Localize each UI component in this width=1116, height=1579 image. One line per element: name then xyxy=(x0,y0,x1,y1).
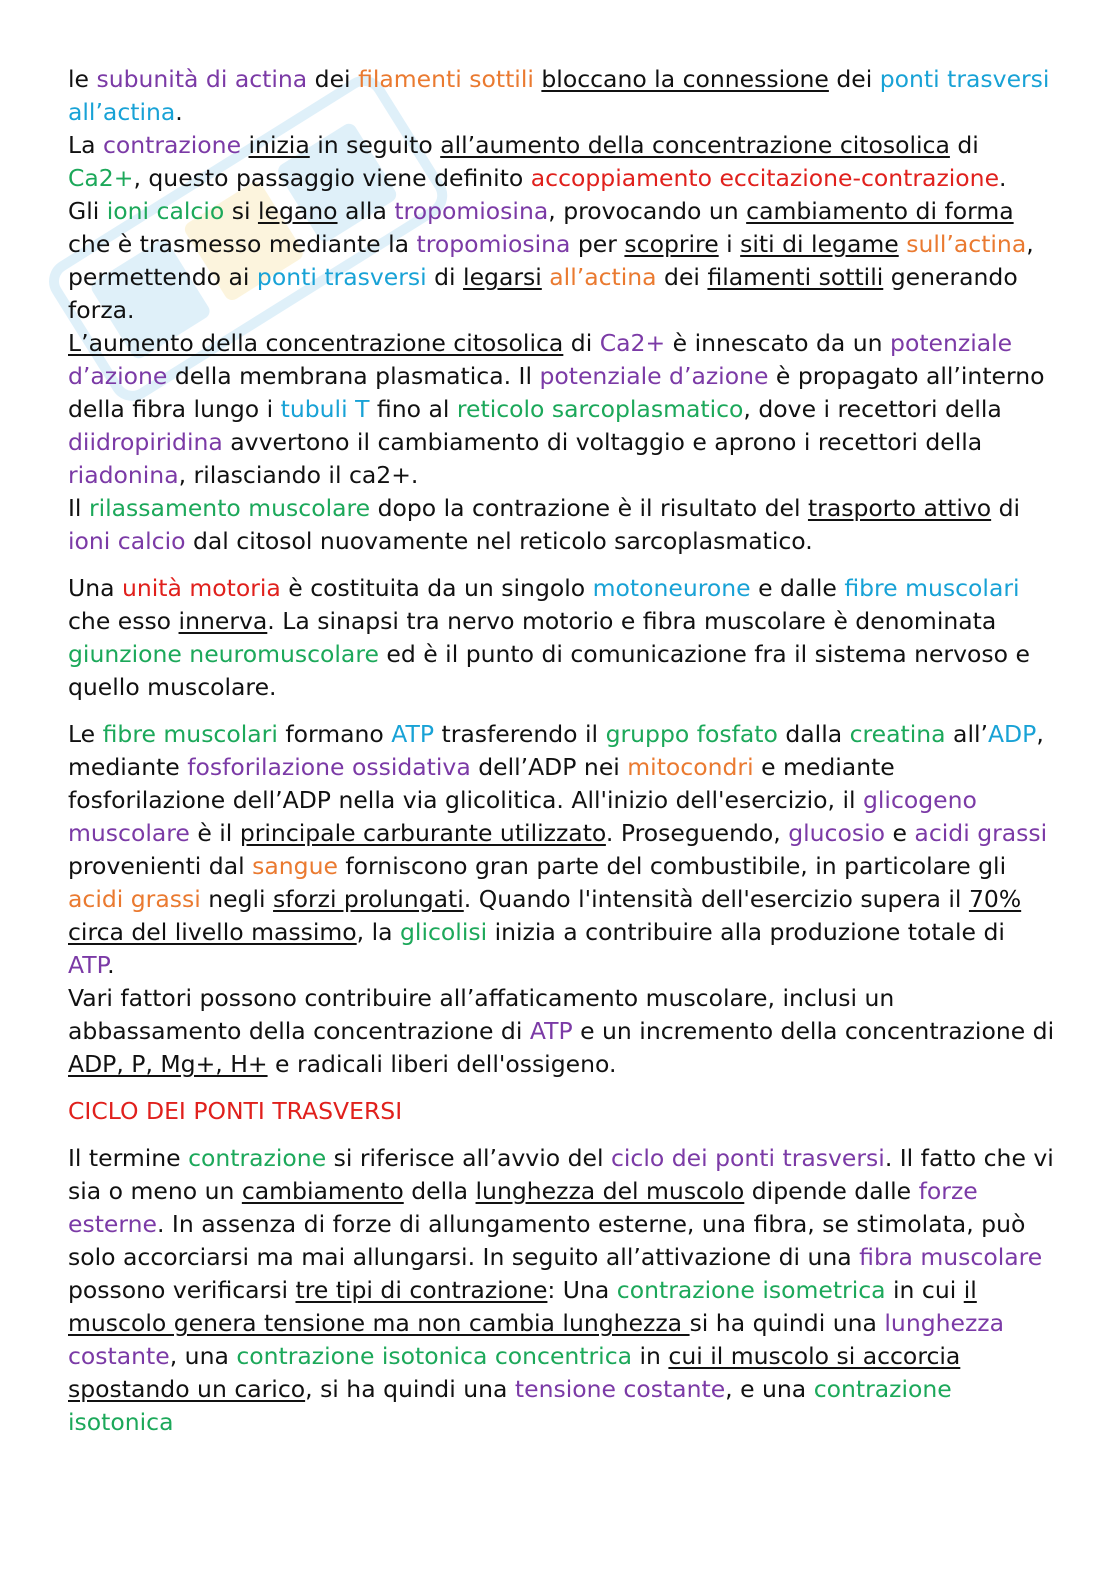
underlined-text: scoprire xyxy=(624,230,719,258)
underlined-text: legano xyxy=(257,197,338,225)
highlighted-term: Ca2+ xyxy=(599,329,666,357)
text-run: di xyxy=(991,494,1021,522)
paragraph-cross-bridge-cycle xyxy=(68,1142,1058,1439)
text-run: in cui xyxy=(885,1276,964,1304)
underlined-text: principale carburante utilizzato xyxy=(239,819,606,847)
paragraph-relaxation xyxy=(68,492,1058,558)
document-body xyxy=(68,63,1058,1081)
text-run: che esso xyxy=(68,607,179,635)
highlighted-term: contrazione isotonica concentrica xyxy=(236,1342,633,1370)
highlighted-term: creatina xyxy=(849,720,946,748)
text-run: Il termine xyxy=(68,1144,189,1172)
text-run: che è trasmesso mediante la xyxy=(68,230,417,258)
text-run: è il xyxy=(189,819,240,847)
text-run: , la xyxy=(356,918,401,946)
paragraph-action-potential xyxy=(68,327,1058,492)
highlighted-term: fibre muscolari xyxy=(844,574,1020,602)
text-run: e un incremento della concentrazione di xyxy=(572,1017,1055,1045)
highlighted-term: sull’actina xyxy=(906,230,1027,258)
text-run: dell’ADP nei xyxy=(470,753,628,781)
underlined-text: cambiamento xyxy=(241,1177,404,1205)
section-title: CICLO DEI PONTI TRASVERSI xyxy=(68,1097,403,1125)
text-run: di xyxy=(949,131,979,159)
highlighted-term: fosforilazione ossidativa xyxy=(187,753,471,781)
highlighted-term: acidi grassi xyxy=(68,885,201,913)
text-run: , permettendo ai xyxy=(68,230,1034,291)
text-run: e xyxy=(885,819,915,847)
text-run: formano xyxy=(277,720,392,748)
underlined-text: ADP, P, Mg+, H+ xyxy=(68,1050,268,1078)
highlighted-term: sangue xyxy=(252,852,338,880)
highlighted-term: potenziale d’azione xyxy=(68,329,1013,390)
text-run: . xyxy=(107,951,115,979)
text-run: della xyxy=(403,1177,476,1205)
section-body xyxy=(68,1142,1058,1439)
highlighted-term: diidropiridina xyxy=(68,428,223,456)
text-run: i xyxy=(718,230,741,258)
underlined-text: siti di legame xyxy=(740,230,899,258)
underlined-text: all’aumento della concentrazione citosolica xyxy=(440,131,950,159)
text-run: della membrana plasmatica. Il xyxy=(167,362,540,390)
highlighted-term: contrazione xyxy=(102,131,242,159)
text-run: Una xyxy=(68,574,122,602)
highlighted-term: potenziale d’azione xyxy=(539,362,769,390)
text-run: inizia a contribuire alla produzione totale di xyxy=(487,918,1005,946)
highlighted-term: contrazione isometrica xyxy=(616,1276,886,1304)
text-run: , e una xyxy=(725,1375,814,1403)
text-run: dei xyxy=(656,263,708,291)
text-run: Il xyxy=(68,494,89,522)
text-run: di xyxy=(563,329,600,357)
underlined-text: lunghezza del muscolo xyxy=(475,1177,745,1205)
highlighted-term: contrazione isotonica xyxy=(68,1375,952,1436)
highlighted-term: forze esterne xyxy=(68,1177,978,1238)
text-run: . Quando l'intensità dell'esercizio supera il xyxy=(463,885,969,913)
text-run: è costituita da un singolo xyxy=(280,574,593,602)
highlighted-term: fibre muscolari xyxy=(102,720,278,748)
text-run: e mediante fosforilazione dell’ADP nella via glicolitica. All'inizio dell'esercizio, il xyxy=(68,753,895,814)
text-run: dal citosol nuovamente nel reticolo sarcoplasmatico. xyxy=(185,527,813,555)
highlighted-term: glucosio xyxy=(788,819,886,847)
highlighted-term: ADP xyxy=(987,720,1037,748)
text-run: avvertono il cambiamento di voltaggio e aprono i recettori della xyxy=(222,428,983,456)
text-run: : Una xyxy=(547,1276,617,1304)
text-run: per xyxy=(570,230,625,258)
text-run xyxy=(241,131,248,159)
text-run: ed è il punto di comunicazione fra il sistema nervoso e quello muscolare. xyxy=(68,640,1030,701)
text-run: le xyxy=(68,65,97,93)
text-run: di xyxy=(426,263,464,291)
highlighted-term: reticolo sarcoplasmatico xyxy=(456,395,744,423)
highlighted-term: Ca2+ xyxy=(68,164,134,192)
text-run: . xyxy=(175,98,183,126)
highlighted-term: ATP xyxy=(391,720,435,748)
underlined-text: legarsi xyxy=(463,263,542,291)
highlighted-term: ATP xyxy=(529,1017,573,1045)
underlined-text: il muscolo genera tensione ma non cambia lunghezza xyxy=(68,1276,977,1337)
text-run: , si ha quindi una xyxy=(305,1375,515,1403)
highlighted-term: tensione costante xyxy=(514,1375,726,1403)
text-run: si xyxy=(224,197,258,225)
highlighted-term: filamenti sottili xyxy=(358,65,534,93)
highlighted-term: tropomiosina xyxy=(416,230,571,258)
text-run: forniscono gran parte del combustibile, in particolare gli xyxy=(337,852,1007,880)
text-run: , rilasciando il ca2+. xyxy=(178,461,419,489)
underlined-text: inizia xyxy=(248,131,310,159)
text-run: . xyxy=(999,164,1007,192)
highlighted-term: ATP xyxy=(68,951,108,979)
text-run: e radicali liberi dell'ossigeno. xyxy=(267,1050,617,1078)
highlighted-term: lunghezza costante xyxy=(68,1309,1005,1370)
text-run: è innescato da un xyxy=(665,329,891,357)
paragraph-intro xyxy=(68,63,1058,129)
text-run: . Proseguendo, xyxy=(605,819,789,847)
highlighted-term: giunzione neuromuscolare xyxy=(68,640,379,668)
highlighted-term: subunità di actina xyxy=(96,65,308,93)
text-run: Le xyxy=(68,720,103,748)
underlined-text: innerva xyxy=(178,607,268,635)
text-run: , questo passaggio viene definito xyxy=(133,164,531,192)
highlighted-term: mitocondri xyxy=(627,753,754,781)
text-run: generando forza. xyxy=(68,263,1018,324)
highlighted-term: ioni calcio xyxy=(68,527,186,555)
text-run: dipende dalle xyxy=(744,1177,919,1205)
underlined-text: cui il muscolo si accorcia spostando un carico xyxy=(68,1342,961,1403)
text-run: . Il fatto che vi sia o meno un xyxy=(68,1144,1054,1205)
text-run: si riferisce all’avvio del xyxy=(326,1144,611,1172)
highlighted-term: motoneurone xyxy=(592,574,751,602)
text-run: , provocando un xyxy=(548,197,747,225)
text-run: alla xyxy=(337,197,395,225)
text-run: in seguito xyxy=(309,131,441,159)
underlined-text: 70% circa del livello massimo xyxy=(68,885,1022,946)
underlined-text: filamenti sottili xyxy=(707,263,884,291)
highlighted-term: acidi grassi xyxy=(914,819,1048,847)
underlined-text: L’aumento della concentrazione citosolica xyxy=(68,329,564,357)
text-run: negli xyxy=(200,885,274,913)
highlighted-term: ciclo dei ponti trasversi xyxy=(610,1144,885,1172)
text-run: in xyxy=(632,1342,669,1370)
text-run: dalla xyxy=(777,720,850,748)
highlighted-term: ioni calcio xyxy=(106,197,225,225)
highlighted-term: tubuli T xyxy=(280,395,370,423)
highlighted-term: unità motoria xyxy=(121,574,281,602)
text-run: Gli xyxy=(68,197,107,225)
text-run: La xyxy=(68,131,103,159)
highlighted-term: glicolisi xyxy=(400,918,488,946)
text-run: provenienti dal xyxy=(68,852,253,880)
text-run: e dalle xyxy=(750,574,845,602)
text-run: dei xyxy=(307,65,359,93)
document-page xyxy=(68,63,1058,1439)
highlighted-term: riadonina xyxy=(68,461,179,489)
paragraph-contraction-start xyxy=(68,129,1058,195)
text-run: . In assenza di forze di allungamento esterne, una fibra, se stimolata, può solo accorciarsi ma mai allungarsi. In seguito all’attivazione di una xyxy=(68,1210,1026,1271)
text-run: all’ xyxy=(945,720,988,748)
paragraph-motor-unit xyxy=(68,572,1058,704)
text-run: possono verificarsi xyxy=(68,1276,296,1304)
paragraph-fatigue xyxy=(68,982,1058,1081)
paragraph-calcium-binding xyxy=(68,195,1058,327)
highlighted-term: rilassamento muscolare xyxy=(88,494,371,522)
text-run: si ha quindi una xyxy=(689,1309,885,1337)
text-run: , mediante xyxy=(68,720,1044,781)
underlined-text: bloccano la connessione xyxy=(541,65,829,93)
text-run: dopo la contrazione è il risultato del xyxy=(370,494,808,522)
text-run: è propagato all’interno della fibra lungo i xyxy=(68,362,1045,423)
highlighted-term: all’actina xyxy=(549,263,657,291)
text-run: . La sinapsi tra nervo motorio e fibra muscolare è denominata xyxy=(267,607,997,635)
text-run: dei xyxy=(828,65,880,93)
text-run: trasferendo il xyxy=(434,720,606,748)
highlighted-term: fibra muscolare xyxy=(859,1243,1043,1271)
text-run: Vari fattori possono contribuire all’affaticamento muscolare, inclusi un abbassamento della concentrazione di xyxy=(68,984,895,1045)
highlighted-term: ponti trasversi all’actina xyxy=(68,65,1050,126)
highlighted-term: gruppo fosfato xyxy=(605,720,778,748)
paragraph-atp-formation xyxy=(68,718,1058,982)
underlined-text: cambiamento di forma xyxy=(746,197,1014,225)
highlighted-term: contrazione xyxy=(188,1144,327,1172)
highlighted-term: ponti trasversi xyxy=(256,263,427,291)
underlined-text: sforzi prolungati xyxy=(273,885,464,913)
text-run: fino al xyxy=(369,395,457,423)
underlined-text: tre tipi di contrazione xyxy=(295,1276,548,1304)
highlighted-term: glicogeno muscolare xyxy=(68,786,977,847)
underlined-text: trasporto attivo xyxy=(807,494,992,522)
highlighted-term: tropomiosina xyxy=(394,197,549,225)
text-run: , dove i recettori della xyxy=(743,395,1002,423)
highlighted-term: accoppiamento eccitazione-contrazione xyxy=(530,164,1000,192)
text-run: , una xyxy=(169,1342,237,1370)
